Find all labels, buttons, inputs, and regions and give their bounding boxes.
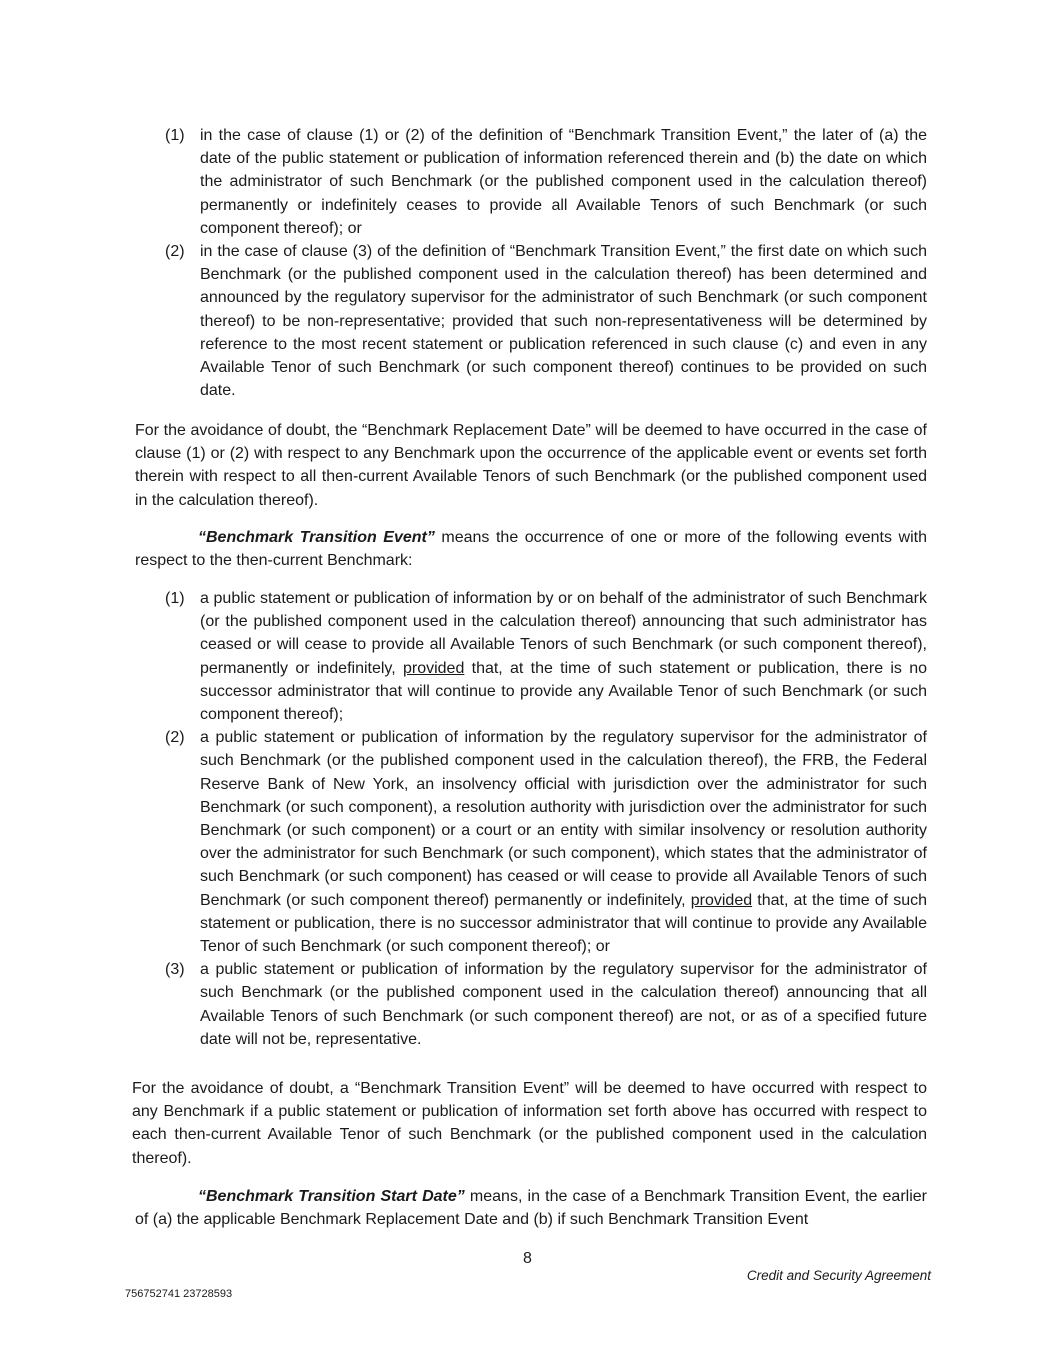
list-item-text: [200, 587, 927, 726]
list-item-text: in the case of clause (3) of the definition of “Benchmark Transition Event,” the first date on which such Benchmark (or the published component used in the calculation thereof) has been determined and announced by the regulatory supervisor for the administrator of such Benchmark (or such component thereof) to be non-representative; provided that such non-representativeness will be determined by reference to the most recent statement or publication referenced in such clause (c) and even in any Available Tenor of such Benchmark (or such component thereof) continues to be provided on such date.: [200, 243, 927, 400]
transition-event-clauses: [165, 587, 927, 1051]
list-item-text: [200, 726, 927, 958]
list-item-text: [200, 958, 927, 1051]
text-segment: a public statement or publication of information by the regulatory supervisor for the administrator of such Benchmark (or the published component used in the calculation thereof) announcing that all Available Tenors of such Benchmark (or such component thereof) are not, or as of a specified future date will not be, representative.: [200, 961, 927, 1048]
transition-event-doubt-paragraph: For the avoidance of doubt, a “Benchmark Transition Event” will be deemed to have occurred with respect to any Benchmark if a public statement or publication of information set forth above has occurred with respect to each then-current Available Tenor of such Benchmark (or the published component used in the calculation thereof).: [132, 1080, 927, 1167]
list-item: [165, 587, 927, 726]
text-segment: that, at the time of such statement or publication, there is no successor administrator that will continue to provide any Available Tenor of such Benchmark (or such component thereof);: [200, 659, 927, 724]
list-item-number: (3): [165, 961, 185, 979]
page-number: 8: [523, 1250, 532, 1267]
list-item-number: (1): [165, 127, 185, 144]
replacement-date-clauses: [165, 124, 927, 402]
list-item: [165, 240, 927, 402]
text-segment: a public statement or publication of information by or on behalf of the administrator of such Benchmark (or the published component used in the calculation thereof) announcing that such administrator has ceased or will cease to provide all Available Tenors of such Benchmark (or such component thereof), permanently or indefinitely,: [200, 590, 927, 677]
list-item: [165, 124, 927, 240]
definition-text: means, in the case of a Benchmark Transition Event, the earlier of (a) the applicable Benchmark Replacement Date and (b) if such Benchmark Transition Event: [135, 1188, 927, 1229]
text-segment: a public statement or publication of information by the regulatory supervisor for the administrator of such Benchmark (or the published component used in the calculation thereof), the FRB, the Federal Reserve Bank of New York, an insolvency official with jurisdiction over the administrator for such Benchmark (or such component), a resolution authority with jurisdiction over the administrator for such Benchmark (or such component) or a court or an entity with similar insolvency or resolution authority over the administrator for such Benchmark (or such component), which states that the administrator of such Benchmark (or such component) has ceased or will cease to provide all Available Tenors of such Benchmark (or such component thereof) permanently or indefinitely,: [200, 729, 927, 909]
underlined-term: provided: [402, 659, 465, 677]
document-id: 756752741 23728593: [125, 1288, 233, 1300]
document-title-footer: Credit and Security Agreement: [746, 1268, 931, 1283]
replacement-date-doubt-paragraph: For the avoidance of doubt, the “Benchmark Replacement Date” will be deemed to have occurred in the case of clause (1) or (2) with respect to any Benchmark upon the occurrence of the applicable event or events set forth therein with respect to all then-current Available Tenors of such Benchmark (or the published component used in the calculation thereof).: [135, 422, 927, 509]
transition-event-definition: [135, 526, 927, 572]
defined-term: “Benchmark Transition Event”: [198, 529, 435, 546]
list-item-number: (1): [165, 590, 185, 607]
transition-start-date-definition: [135, 1185, 927, 1231]
list-item-text: in the case of clause (1) or (2) of the definition of “Benchmark Transition Event,” the later of (a) the date of the public statement or publication of information referenced therein and (b) the date on which the administrator of such Benchmark (or the published component used in the calculation thereof) permanently or indefinitely ceases to provide all Available Tenors of such Benchmark (or such component thereof); or: [200, 127, 927, 237]
list-item-number: (2): [165, 729, 185, 747]
definition-text: means the occurrence of one or more of the following events with respect to the then-current Benchmark:: [135, 529, 927, 570]
list-item-number: (2): [165, 243, 185, 261]
list-item: [165, 958, 927, 1051]
underlined-term: provided: [690, 891, 753, 909]
list-item: [165, 726, 927, 958]
defined-term: “Benchmark Transition Start Date”: [198, 1188, 465, 1205]
text-segment: that, at the time of such statement or publication, there is no successor administrator that will continue to provide any Available Tenor of such Benchmark (or such component thereof); or: [200, 891, 927, 956]
